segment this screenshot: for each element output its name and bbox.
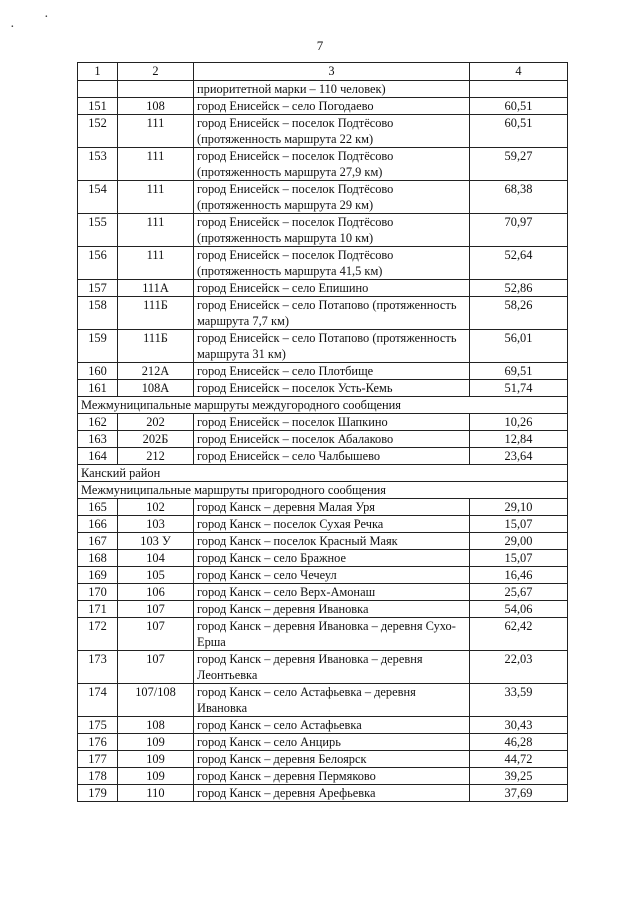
route-value bbox=[470, 81, 568, 98]
route-name: город Канск – деревня Белоярск bbox=[194, 751, 470, 768]
table-row bbox=[78, 601, 568, 618]
route-name: город Енисейск – поселок Подтёсово (протяженность маршрута 41,5 км) bbox=[194, 247, 470, 280]
route-number: 106 bbox=[118, 584, 194, 601]
route-value: 39,25 bbox=[470, 768, 568, 785]
scan-speck: · bbox=[44, 10, 49, 25]
table-row bbox=[78, 734, 568, 751]
table-row bbox=[78, 148, 568, 181]
table-row bbox=[78, 717, 568, 734]
row-number: 179 bbox=[78, 785, 118, 802]
table-row bbox=[78, 550, 568, 567]
table-row bbox=[78, 181, 568, 214]
table-row bbox=[78, 363, 568, 380]
section-title: Межмуниципальные маршруты пригородного сообщения bbox=[78, 482, 568, 499]
route-name: город Енисейск – поселок Абалаково bbox=[194, 431, 470, 448]
route-number: 104 bbox=[118, 550, 194, 567]
row-number: 175 bbox=[78, 717, 118, 734]
route-number: 108 bbox=[118, 717, 194, 734]
table-row bbox=[78, 584, 568, 601]
route-name: город Енисейск – поселок Подтёсово (протяженность маршрута 29 км) bbox=[194, 181, 470, 214]
route-value: 52,86 bbox=[470, 280, 568, 297]
section-row bbox=[78, 465, 568, 482]
row-number: 172 bbox=[78, 618, 118, 651]
row-number bbox=[78, 81, 118, 98]
row-number: 165 bbox=[78, 499, 118, 516]
route-value: 52,64 bbox=[470, 247, 568, 280]
table-row bbox=[78, 214, 568, 247]
table-row bbox=[78, 431, 568, 448]
section-row bbox=[78, 482, 568, 499]
table-row bbox=[78, 499, 568, 516]
table-row bbox=[78, 247, 568, 280]
route-value: 10,26 bbox=[470, 414, 568, 431]
route-number: 110 bbox=[118, 785, 194, 802]
table-row bbox=[78, 618, 568, 651]
column-header: 3 bbox=[194, 63, 470, 81]
route-value: 23,64 bbox=[470, 448, 568, 465]
route-value: 60,51 bbox=[470, 115, 568, 148]
route-number: 111 bbox=[118, 115, 194, 148]
route-value: 68,38 bbox=[470, 181, 568, 214]
route-value: 33,59 bbox=[470, 684, 568, 717]
route-number: 109 bbox=[118, 751, 194, 768]
table-row bbox=[78, 448, 568, 465]
route-number: 111А bbox=[118, 280, 194, 297]
route-number: 105 bbox=[118, 567, 194, 584]
route-value: 37,69 bbox=[470, 785, 568, 802]
route-number: 107 bbox=[118, 618, 194, 651]
route-value: 62,42 bbox=[470, 618, 568, 651]
route-value: 70,97 bbox=[470, 214, 568, 247]
route-value: 69,51 bbox=[470, 363, 568, 380]
route-name: город Канск – село Анцирь bbox=[194, 734, 470, 751]
route-value: 59,27 bbox=[470, 148, 568, 181]
route-value: 30,43 bbox=[470, 717, 568, 734]
row-number: 156 bbox=[78, 247, 118, 280]
row-number: 155 bbox=[78, 214, 118, 247]
table-row bbox=[78, 98, 568, 115]
table-row bbox=[78, 280, 568, 297]
section-title: Межмуниципальные маршруты междугородного сообщения bbox=[78, 397, 568, 414]
route-name: город Енисейск – село Плотбище bbox=[194, 363, 470, 380]
table-row bbox=[78, 684, 568, 717]
route-name: город Енисейск – поселок Подтёсово (протяженность маршрута 27,9 км) bbox=[194, 148, 470, 181]
row-number: 154 bbox=[78, 181, 118, 214]
row-number: 160 bbox=[78, 363, 118, 380]
table-row bbox=[78, 751, 568, 768]
row-number: 163 bbox=[78, 431, 118, 448]
row-number: 158 bbox=[78, 297, 118, 330]
row-number: 166 bbox=[78, 516, 118, 533]
route-number: 111 bbox=[118, 247, 194, 280]
route-number: 202Б bbox=[118, 431, 194, 448]
route-number: 109 bbox=[118, 768, 194, 785]
row-number: 176 bbox=[78, 734, 118, 751]
row-number: 157 bbox=[78, 280, 118, 297]
route-number: 103 bbox=[118, 516, 194, 533]
route-value: 60,51 bbox=[470, 98, 568, 115]
route-number: 107/108 bbox=[118, 684, 194, 717]
route-number: 111Б bbox=[118, 330, 194, 363]
route-number: 111 bbox=[118, 181, 194, 214]
route-name: город Канск – село Астафьевка bbox=[194, 717, 470, 734]
route-name: город Канск – село Чечеул bbox=[194, 567, 470, 584]
table-row bbox=[78, 297, 568, 330]
row-number: 171 bbox=[78, 601, 118, 618]
row-number: 177 bbox=[78, 751, 118, 768]
route-name: город Канск – поселок Сухая Речка bbox=[194, 516, 470, 533]
route-name: город Енисейск – поселок Усть-Кемь bbox=[194, 380, 470, 397]
row-number: 153 bbox=[78, 148, 118, 181]
route-value: 15,07 bbox=[470, 550, 568, 567]
row-number: 159 bbox=[78, 330, 118, 363]
route-value: 56,01 bbox=[470, 330, 568, 363]
row-number: 170 bbox=[78, 584, 118, 601]
row-number: 164 bbox=[78, 448, 118, 465]
route-number: 103 У bbox=[118, 533, 194, 550]
row-number: 162 bbox=[78, 414, 118, 431]
table-row bbox=[78, 768, 568, 785]
route-name: город Канск – село Бражное bbox=[194, 550, 470, 567]
route-name: город Канск – поселок Красный Маяк bbox=[194, 533, 470, 550]
page-number: 7 bbox=[316, 38, 324, 53]
route-name: город Енисейск – село Чалбышево bbox=[194, 448, 470, 465]
route-name: город Канск – деревня Арефьевка bbox=[194, 785, 470, 802]
route-value: 54,06 bbox=[470, 601, 568, 618]
route-name: город Канск – деревня Ивановка – деревня Сухо-Ерша bbox=[194, 618, 470, 651]
route-number: 212А bbox=[118, 363, 194, 380]
route-number: 107 bbox=[118, 651, 194, 684]
route-number bbox=[118, 81, 194, 98]
row-number: 151 bbox=[78, 98, 118, 115]
row-number: 168 bbox=[78, 550, 118, 567]
route-value: 25,67 bbox=[470, 584, 568, 601]
route-value: 29,10 bbox=[470, 499, 568, 516]
column-header: 1 bbox=[78, 63, 118, 81]
table-row bbox=[78, 651, 568, 684]
route-value: 29,00 bbox=[470, 533, 568, 550]
route-name: город Енисейск – поселок Подтёсово (протяженность маршрута 10 км) bbox=[194, 214, 470, 247]
route-name: город Енисейск – село Потапово (протяженность маршрута 7,7 км) bbox=[194, 297, 470, 330]
route-value: 51,74 bbox=[470, 380, 568, 397]
route-number: 202 bbox=[118, 414, 194, 431]
route-number: 108А bbox=[118, 380, 194, 397]
route-value: 58,26 bbox=[470, 297, 568, 330]
header-row bbox=[78, 63, 568, 81]
route-value: 44,72 bbox=[470, 751, 568, 768]
table-row bbox=[78, 380, 568, 397]
route-number: 107 bbox=[118, 601, 194, 618]
route-name: город Канск – село Астафьевка – деревня Ивановка bbox=[194, 684, 470, 717]
row-number: 167 bbox=[78, 533, 118, 550]
row-number: 169 bbox=[78, 567, 118, 584]
route-name: город Канск – деревня Ивановка bbox=[194, 601, 470, 618]
route-number: 111Б bbox=[118, 297, 194, 330]
route-value: 22,03 bbox=[470, 651, 568, 684]
column-header: 4 bbox=[470, 63, 568, 81]
route-name: город Канск – деревня Пермяково bbox=[194, 768, 470, 785]
route-name: город Канск – деревня Ивановка – деревня Леонтьевка bbox=[194, 651, 470, 684]
route-name: город Канск – село Верх-Амонаш bbox=[194, 584, 470, 601]
table-row bbox=[78, 516, 568, 533]
table-row bbox=[78, 567, 568, 584]
route-number: 111 bbox=[118, 214, 194, 247]
table-row bbox=[78, 785, 568, 802]
row-number: 173 bbox=[78, 651, 118, 684]
table-row bbox=[78, 533, 568, 550]
route-value: 15,07 bbox=[470, 516, 568, 533]
route-number: 102 bbox=[118, 499, 194, 516]
table-row bbox=[78, 330, 568, 363]
route-value: 12,84 bbox=[470, 431, 568, 448]
route-name: город Енисейск – поселок Шапкино bbox=[194, 414, 470, 431]
route-name: город Енисейск – село Епишино bbox=[194, 280, 470, 297]
row-number: 161 bbox=[78, 380, 118, 397]
table-row bbox=[78, 414, 568, 431]
route-name: город Енисейск – поселок Подтёсово (протяженность маршрута 22 км) bbox=[194, 115, 470, 148]
row-number: 174 bbox=[78, 684, 118, 717]
route-name: город Енисейск – село Потапово (протяженность маршрута 31 км) bbox=[194, 330, 470, 363]
table-row bbox=[78, 81, 568, 98]
route-number: 109 bbox=[118, 734, 194, 751]
route-name: город Енисейск – село Погодаево bbox=[194, 98, 470, 115]
route-value: 16,46 bbox=[470, 567, 568, 584]
scan-speck: · bbox=[10, 20, 15, 35]
table-row bbox=[78, 115, 568, 148]
route-name: город Канск – деревня Малая Уря bbox=[194, 499, 470, 516]
table-body bbox=[78, 81, 568, 802]
section-row bbox=[78, 397, 568, 414]
routes-table bbox=[77, 62, 568, 802]
section-title: Канский район bbox=[78, 465, 568, 482]
row-number: 178 bbox=[78, 768, 118, 785]
route-number: 212 bbox=[118, 448, 194, 465]
route-name: приоритетной марки – 110 человек) bbox=[194, 81, 470, 98]
route-number: 111 bbox=[118, 148, 194, 181]
route-number: 108 bbox=[118, 98, 194, 115]
route-value: 46,28 bbox=[470, 734, 568, 751]
row-number: 152 bbox=[78, 115, 118, 148]
column-header: 2 bbox=[118, 63, 194, 81]
